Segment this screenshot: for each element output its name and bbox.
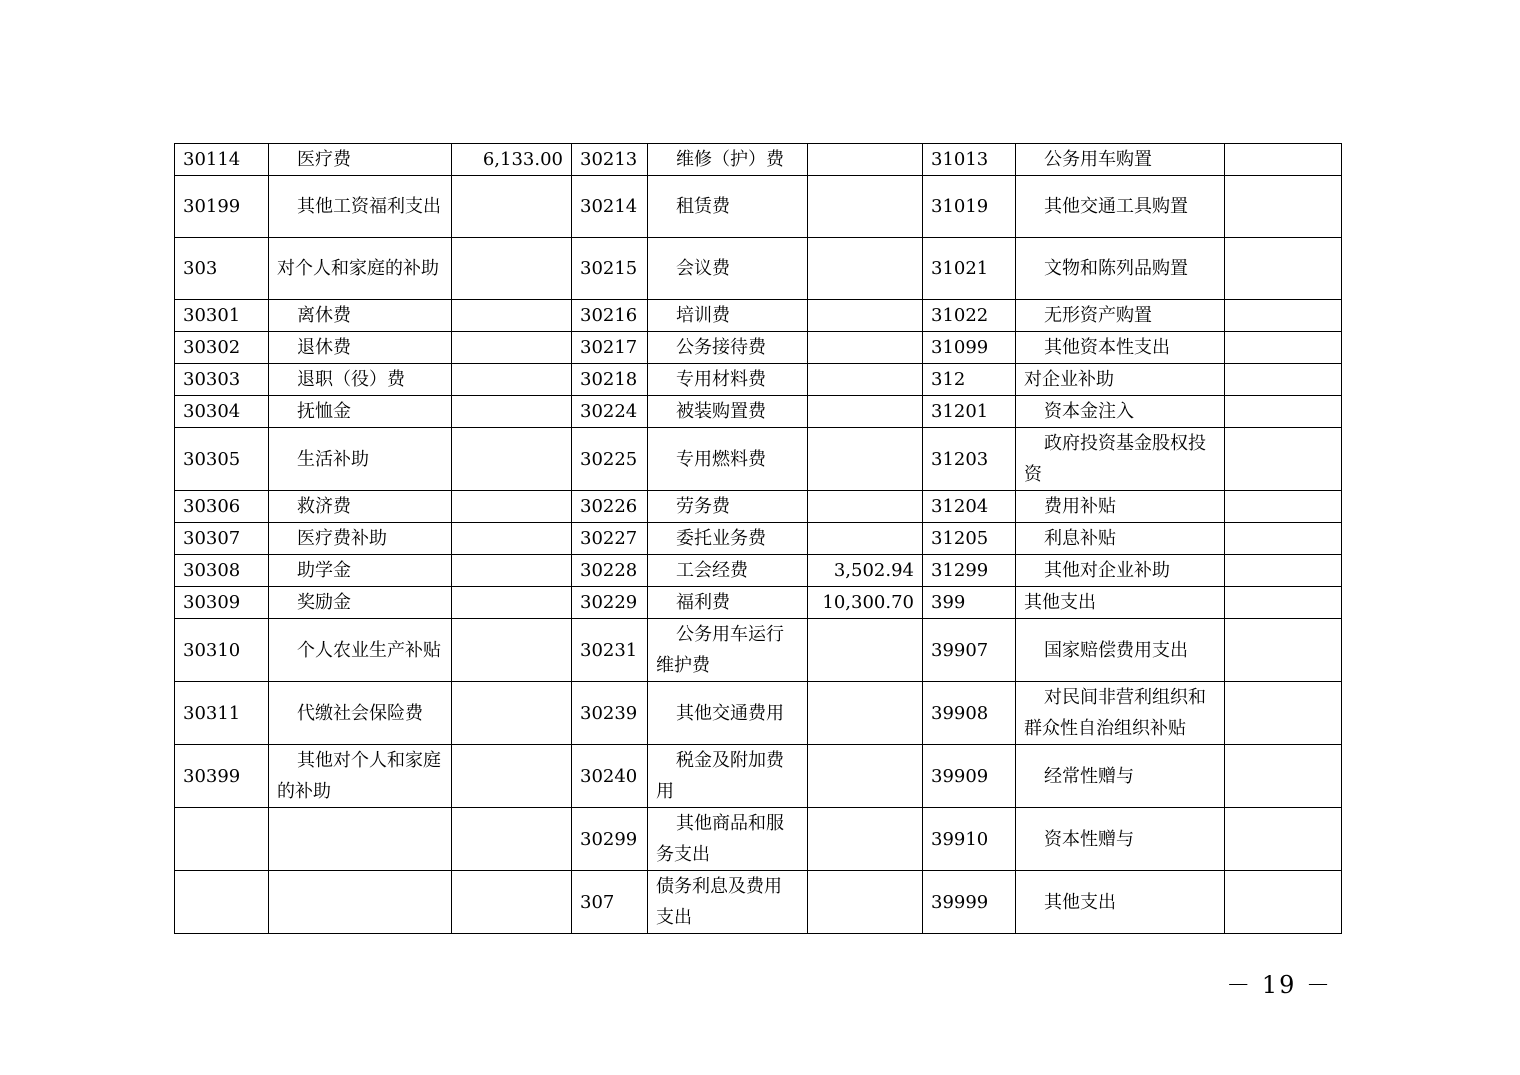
amount-cell <box>452 871 572 934</box>
table-row <box>175 682 1342 745</box>
amount-cell <box>808 332 923 364</box>
amount-cell <box>1225 619 1342 682</box>
code-cell: 39907 <box>923 619 1016 682</box>
amount-cell <box>1225 144 1342 176</box>
code-cell: 30303 <box>175 364 269 396</box>
item-name-cell: 政府投资基金股权投资 <box>1016 428 1225 491</box>
code-cell: 30239 <box>572 682 648 745</box>
item-name-cell: 劳务费 <box>648 491 808 523</box>
item-name-cell: 其他资本性支出 <box>1016 332 1225 364</box>
item-name-cell <box>269 871 452 934</box>
code-cell: 30217 <box>572 332 648 364</box>
code-cell: 30299 <box>572 808 648 871</box>
table-row <box>175 144 1342 176</box>
amount-cell <box>1225 332 1342 364</box>
table-row <box>175 396 1342 428</box>
item-name-cell: 利息补贴 <box>1016 523 1225 555</box>
amount-cell <box>1225 428 1342 491</box>
amount-cell <box>808 428 923 491</box>
item-name-cell: 离休费 <box>269 300 452 332</box>
item-name-cell: 对个人和家庭的补助 <box>269 238 452 300</box>
amount-cell <box>452 491 572 523</box>
item-name-cell: 债务利息及费用支出 <box>648 871 808 934</box>
item-name-cell: 退休费 <box>269 332 452 364</box>
amount-cell <box>808 144 923 176</box>
item-name-cell: 公务用车运行维护费 <box>648 619 808 682</box>
item-name-cell: 助学金 <box>269 555 452 587</box>
amount-cell: 10,300.70 <box>808 587 923 619</box>
amount-cell <box>1225 491 1342 523</box>
amount-cell <box>1225 396 1342 428</box>
item-name-cell: 代缴社会保险费 <box>269 682 452 745</box>
table-row <box>175 808 1342 871</box>
amount-cell <box>1225 176 1342 238</box>
code-cell: 30227 <box>572 523 648 555</box>
code-cell: 303 <box>175 238 269 300</box>
table-row <box>175 364 1342 396</box>
item-name-cell: 救济费 <box>269 491 452 523</box>
item-name-cell: 生活补助 <box>269 428 452 491</box>
amount-cell <box>808 682 923 745</box>
amount-cell <box>452 332 572 364</box>
table-row <box>175 300 1342 332</box>
code-cell: 30305 <box>175 428 269 491</box>
amount-cell <box>1225 587 1342 619</box>
code-cell: 30304 <box>175 396 269 428</box>
table-row <box>175 428 1342 491</box>
code-cell: 30311 <box>175 682 269 745</box>
amount-cell <box>808 238 923 300</box>
item-name-cell: 其他交通费用 <box>648 682 808 745</box>
item-name-cell: 医疗费补助 <box>269 523 452 555</box>
item-name-cell: 专用燃料费 <box>648 428 808 491</box>
amount-cell <box>1225 808 1342 871</box>
item-name-cell: 经常性赠与 <box>1016 745 1225 808</box>
amount-cell <box>1225 300 1342 332</box>
amount-cell <box>1225 871 1342 934</box>
item-name-cell: 其他交通工具购置 <box>1016 176 1225 238</box>
amount-cell: 3,502.94 <box>808 555 923 587</box>
item-name-cell: 其他对企业补助 <box>1016 555 1225 587</box>
code-cell: 30225 <box>572 428 648 491</box>
code-cell <box>175 808 269 871</box>
table-row <box>175 238 1342 300</box>
code-cell: 31204 <box>923 491 1016 523</box>
amount-cell <box>808 364 923 396</box>
item-name-cell: 专用材料费 <box>648 364 808 396</box>
amount-cell <box>452 808 572 871</box>
amount-cell <box>808 871 923 934</box>
code-cell: 31299 <box>923 555 1016 587</box>
amount-cell <box>808 523 923 555</box>
amount-cell <box>1225 555 1342 587</box>
item-name-cell: 其他对个人和家庭的补助 <box>269 745 452 808</box>
item-name-cell <box>269 808 452 871</box>
code-cell: 30114 <box>175 144 269 176</box>
item-name-cell: 会议费 <box>648 238 808 300</box>
table-row <box>175 176 1342 238</box>
table-row <box>175 587 1342 619</box>
code-cell: 30218 <box>572 364 648 396</box>
table-row <box>175 745 1342 808</box>
amount-cell <box>808 745 923 808</box>
code-cell: 30224 <box>572 396 648 428</box>
item-name-cell: 文物和陈列品购置 <box>1016 238 1225 300</box>
code-cell: 31019 <box>923 176 1016 238</box>
item-name-cell: 培训费 <box>648 300 808 332</box>
item-name-cell: 资本金注入 <box>1016 396 1225 428</box>
code-cell: 30214 <box>572 176 648 238</box>
item-name-cell: 其他工资福利支出 <box>269 176 452 238</box>
item-name-cell: 个人农业生产补贴 <box>269 619 452 682</box>
item-name-cell: 退职（役）费 <box>269 364 452 396</box>
amount-cell <box>808 619 923 682</box>
code-cell: 31022 <box>923 300 1016 332</box>
code-cell: 39910 <box>923 808 1016 871</box>
amount-cell <box>452 300 572 332</box>
code-cell: 30213 <box>572 144 648 176</box>
item-name-cell: 福利费 <box>648 587 808 619</box>
amount-cell <box>808 808 923 871</box>
amount-cell <box>1225 745 1342 808</box>
amount-cell <box>452 745 572 808</box>
amount-cell <box>452 428 572 491</box>
item-name-cell: 被装购置费 <box>648 396 808 428</box>
amount-cell <box>808 396 923 428</box>
item-name-cell: 对企业补助 <box>1016 364 1225 396</box>
code-cell: 30310 <box>175 619 269 682</box>
code-cell: 39908 <box>923 682 1016 745</box>
amount-cell <box>452 555 572 587</box>
table-row <box>175 491 1342 523</box>
item-name-cell: 抚恤金 <box>269 396 452 428</box>
amount-cell <box>1225 364 1342 396</box>
code-cell: 39999 <box>923 871 1016 934</box>
code-cell: 30215 <box>572 238 648 300</box>
item-name-cell: 委托业务费 <box>648 523 808 555</box>
code-cell: 31203 <box>923 428 1016 491</box>
amount-cell <box>808 300 923 332</box>
code-cell <box>175 871 269 934</box>
table-row <box>175 523 1342 555</box>
amount-cell <box>452 396 572 428</box>
code-cell: 31099 <box>923 332 1016 364</box>
item-name-cell: 其他支出 <box>1016 871 1225 934</box>
item-name-cell: 无形资产购置 <box>1016 300 1225 332</box>
item-name-cell: 其他支出 <box>1016 587 1225 619</box>
code-cell: 30307 <box>175 523 269 555</box>
item-name-cell: 国家赔偿费用支出 <box>1016 619 1225 682</box>
table-row <box>175 871 1342 934</box>
item-name-cell: 医疗费 <box>269 144 452 176</box>
amount-cell <box>1225 523 1342 555</box>
amount-cell <box>452 523 572 555</box>
amount-cell: 6,133.00 <box>452 144 572 176</box>
item-name-cell: 公务用车购置 <box>1016 144 1225 176</box>
amount-cell <box>452 619 572 682</box>
item-name-cell: 费用补贴 <box>1016 491 1225 523</box>
item-name-cell: 维修（护）费 <box>648 144 808 176</box>
amount-cell <box>452 364 572 396</box>
code-cell: 30306 <box>175 491 269 523</box>
code-cell: 30216 <box>572 300 648 332</box>
item-name-cell: 资本性赠与 <box>1016 808 1225 871</box>
code-cell: 30226 <box>572 491 648 523</box>
code-cell: 30301 <box>175 300 269 332</box>
table-row <box>175 555 1342 587</box>
code-cell: 399 <box>923 587 1016 619</box>
code-cell: 30308 <box>175 555 269 587</box>
code-cell: 307 <box>572 871 648 934</box>
code-cell: 30309 <box>175 587 269 619</box>
amount-cell <box>452 176 572 238</box>
code-cell: 31021 <box>923 238 1016 300</box>
code-cell: 30231 <box>572 619 648 682</box>
item-name-cell: 工会经费 <box>648 555 808 587</box>
item-name-cell: 奖励金 <box>269 587 452 619</box>
code-cell: 30240 <box>572 745 648 808</box>
page-number: － 19 － <box>1226 971 1332 999</box>
item-name-cell: 对民间非营利组织和群众性自治组织补贴 <box>1016 682 1225 745</box>
amount-cell <box>1225 238 1342 300</box>
item-name-cell: 公务接待费 <box>648 332 808 364</box>
item-name-cell: 税金及附加费用 <box>648 745 808 808</box>
code-cell: 312 <box>923 364 1016 396</box>
amount-cell <box>808 491 923 523</box>
code-cell: 30228 <box>572 555 648 587</box>
code-cell: 31201 <box>923 396 1016 428</box>
code-cell: 31013 <box>923 144 1016 176</box>
code-cell: 30399 <box>175 745 269 808</box>
code-cell: 30302 <box>175 332 269 364</box>
amount-cell <box>452 682 572 745</box>
item-name-cell: 租赁费 <box>648 176 808 238</box>
amount-cell <box>452 587 572 619</box>
expenditure-table <box>174 143 1342 934</box>
amount-cell <box>452 238 572 300</box>
item-name-cell: 其他商品和服务支出 <box>648 808 808 871</box>
amount-cell <box>808 176 923 238</box>
code-cell: 30229 <box>572 587 648 619</box>
code-cell: 31205 <box>923 523 1016 555</box>
code-cell: 30199 <box>175 176 269 238</box>
table-row <box>175 332 1342 364</box>
table-row <box>175 619 1342 682</box>
code-cell: 39909 <box>923 745 1016 808</box>
amount-cell <box>1225 682 1342 745</box>
